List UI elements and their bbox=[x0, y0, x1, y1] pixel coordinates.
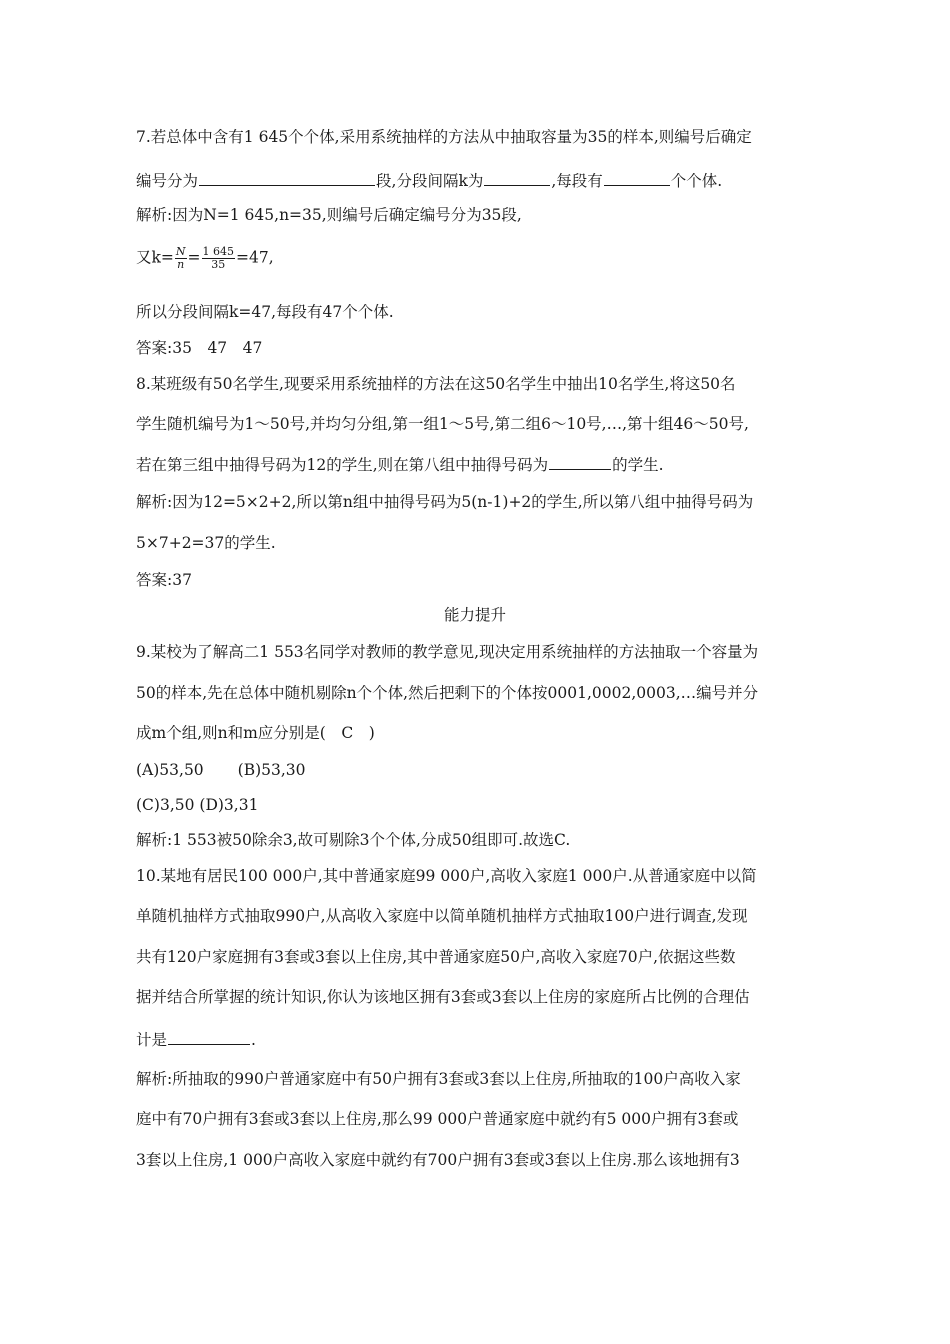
q10-text: 计是 bbox=[136, 1031, 168, 1049]
q10-solution-line3: 3套以上住房,1 000户高收入家庭中就约有700户拥有3套或3套以上住房.那么该地拥有3 bbox=[136, 1151, 740, 1169]
q10-blank[interactable] bbox=[168, 1029, 250, 1045]
q9-option-b: (B)53,30 bbox=[237, 761, 306, 779]
fraction-1645-over-35 bbox=[202, 246, 236, 271]
q7-text: 个个体. bbox=[670, 172, 723, 190]
q8-answer: 答案:37 bbox=[136, 571, 192, 589]
q8-blank[interactable] bbox=[549, 454, 611, 470]
q9-options-cd: (C)3,50 (D)3,31 bbox=[136, 796, 259, 814]
q9-options-ab bbox=[136, 760, 826, 780]
q7-blank-2[interactable] bbox=[484, 170, 550, 186]
q10-stem-line2: 单随机抽样方式抽取990户,从高收入家庭中以简单随机抽样方式抽取100户进行调查,发现 bbox=[136, 907, 748, 925]
q7-text: 又k= bbox=[136, 248, 174, 267]
q8-stem-line2: 学生随机编号为1～50号,并均匀分组,第一组1～5号,第二组6～10号,…,第十组46～50号, bbox=[136, 415, 749, 433]
fraction-numerator: 1 645 bbox=[202, 245, 235, 258]
q7-text: 段,分段间隔k为 bbox=[376, 172, 484, 190]
q10-stem-line1: 10.某地有居民100 000户,其中普通家庭99 000户,高收入家庭1 000户.从普通家庭中以简 bbox=[136, 867, 757, 885]
q7-text: =47, bbox=[236, 248, 274, 267]
fraction-numerator: N bbox=[175, 245, 186, 258]
q7-answer: 答案:35 47 47 bbox=[136, 339, 263, 357]
q7-text: ,每段有 bbox=[551, 172, 603, 190]
q7-blank-3[interactable] bbox=[604, 170, 670, 186]
q7-solution-line3: 所以分段间隔k=47,每段有47个个体. bbox=[136, 303, 394, 321]
q10-solution-line2: 庭中有70户拥有3套或3套以上住房,那么99 000户普通家庭中就约有5 000户拥有3套或 bbox=[136, 1110, 739, 1128]
q8-text: 若在第三组中抽得号码为12的学生,则在第八组中抽得号码为 bbox=[136, 456, 549, 474]
q8-stem-line3 bbox=[136, 454, 826, 475]
q10-stem-line3: 共有120户家庭拥有3套或3套以上住房,其中普通家庭50户,高收入家庭70户,依据这些数 bbox=[136, 948, 736, 966]
q8-solution-line1: 解析:因为12=5×2+2,所以第n组中抽得号码为5(n-1)+2的学生,所以第八组中抽得号码为 bbox=[136, 493, 754, 511]
q8-text: 的学生. bbox=[612, 456, 664, 474]
q7-text: = bbox=[187, 248, 201, 267]
q9-stem-line1: 9.某校为了解高二1 553名同学对教师的教学意见,现决定用系统抽样的方法抽取一个容量为 bbox=[136, 643, 759, 661]
q9-solution: 解析:1 553被50除余3,故可剔除3个个体,分成50组即可.故选C. bbox=[136, 831, 571, 849]
q10-stem-line4: 据并结合所掌握的统计知识,你认为该地区拥有3套或3套以上住房的家庭所占比例的合理估 bbox=[136, 988, 750, 1006]
q10-stem-line5 bbox=[136, 1029, 826, 1050]
fraction-denominator: 35 bbox=[211, 258, 226, 271]
q10-text: . bbox=[251, 1031, 256, 1049]
fraction-n-over-n bbox=[175, 246, 187, 271]
section-title: 能力提升 bbox=[443, 606, 506, 624]
q9-option-a: (A)53,50 bbox=[136, 761, 204, 779]
q8-stem-line1: 8.某班级有50名学生,现要采用系统抽样的方法在这50名学生中抽出10名学生,将这50名 bbox=[136, 375, 736, 393]
q7-solution-line2 bbox=[136, 246, 826, 271]
q8-solution-line2: 5×7+2=37的学生. bbox=[136, 534, 276, 552]
q7-stem-line2 bbox=[136, 170, 826, 191]
q7-blank-1[interactable] bbox=[199, 170, 375, 186]
q7-stem-line1: 7.若总体中含有1 645个个体,采用系统抽样的方法从中抽取容量为35的样本,则编号后确定 bbox=[136, 128, 752, 146]
q7-solution-line1: 解析:因为N=1 645,n=35,则编号后确定编号分为35段, bbox=[136, 206, 522, 224]
q9-stem-line3: 成m个组,则n和m应分别是( C ) bbox=[136, 724, 375, 742]
q9-stem-line2: 50的样本,先在总体中随机剔除n个个体,然后把剩下的个体按0001,0002,0003,…编号并分 bbox=[136, 684, 759, 702]
q7-text: 编号分为 bbox=[136, 172, 199, 190]
fraction-denominator: n bbox=[177, 258, 185, 271]
q10-solution-line1: 解析:所抽取的990户普通家庭中有50户拥有3套或3套以上住房,所抽取的100户高收入家 bbox=[136, 1070, 741, 1088]
